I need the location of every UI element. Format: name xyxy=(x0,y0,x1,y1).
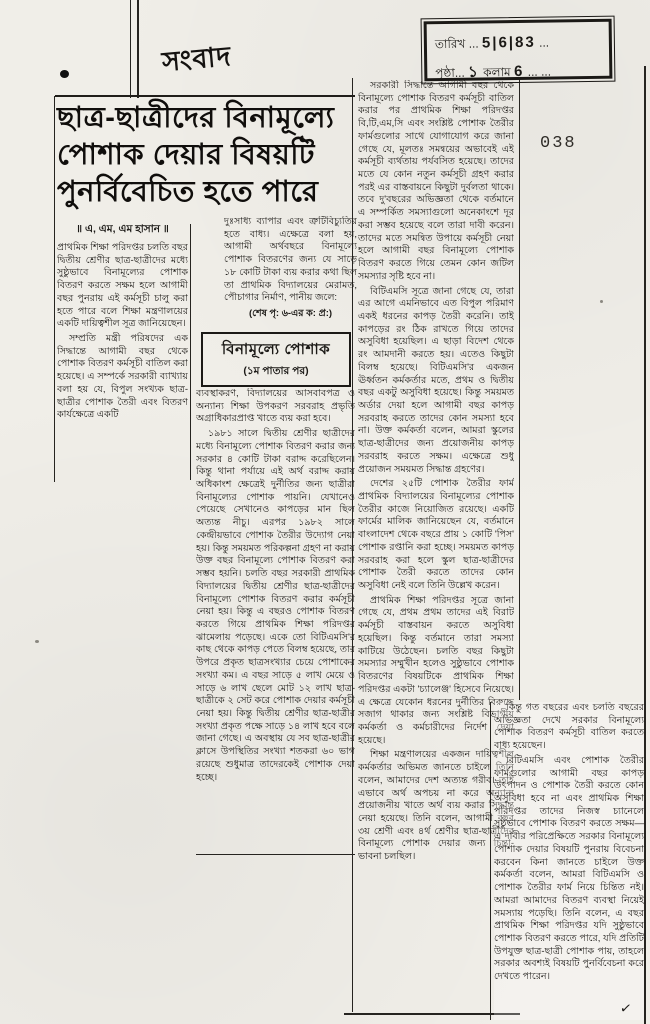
page-trail-dots: ... ... xyxy=(527,64,552,79)
article-column-left xyxy=(57,222,188,480)
paragraph: দুঃসাধ্য ব্যাপার এবং ত্রুটিবিচ্যুতির হতে বাধ্য। এক্ষেত্রে বলা হয়, আগামী অর্থবছরে বিনামূল্যে পোশাক বিতরণের জন্য যে সাড়ে ১৮ কোটি টাকা ব্যয় করার কথা ছিল তা প্রাথমিক বিদ্যালয়ের মেরামত, পৌচাগার নির্মাণ, পানীয় জলে: xyxy=(224,216,357,304)
page-value-handwritten: ১ xyxy=(467,63,480,81)
scan-speck xyxy=(600,300,603,303)
continuation-title: বিনামূল্যে পোশাক xyxy=(221,341,331,358)
mid-column-end-rule xyxy=(196,854,355,855)
paragraph: ১৯৮১ সালে দ্বিতীয় শ্রেণীর ছাত্রীদের মধ্যে বিনামূল্যে পোশাক বিতরণ করার জন্য সরকার ৪ কোটি টাকা বরাদ্দ করেছিলেন। কিন্তু থানা পর্যায়ে এই অর্থ বরাদ্দ করায় অধিকাংশ ক্ষেত্রেই দুর্নীতির জন্য ছাত্রীরা বিনামূল্যের পোশাক পায়নি। যেখানেও পেয়েছে সেখানেও কাপড়ের মান ছিল অত্যন্ত নীচু। এরপর ১৯৮২ সালে কেন্দ্রীয়ভাবে পোশাক তৈরীর উদ্যোগ নেয়া হয়। কিন্তু সময়মত পরিকল্পনা গ্রহণ না করায় উক্ত বছর বিনামূল্যে পোশাক বিতরণ করা সম্ভব হয়নি। চলতি বছর সরকারী প্রাথমিক বিদ্যালয়ের দ্বিতীয় শ্রেণীর ছাত্র-ছাত্রীদের বিনামূল্যে পোশাক বিতরণ করার কর্মসূচী নেয়া হয়। কিন্তু এ বছরও পোশাক বিতরণ করতে গিয়ে প্রাথমিক শিক্ষা পরিদপ্তর ঝামেলায় পড়েছে। একে তো বিটিএমসি'র কাছ থেকে কাপড় পেতে বিলম্ব হয়েছে, তার উপরে প্রকৃত ছাত্রসংখ্যার চেয়ে পোশাকের সংখ্যা কম। এ বছর সাড়ে ৫ লাখ মেয়ে ও সাড়ে ৬ লাখ ছেলে মোট ১২ লাখ ছাত্র-ছাত্রীকে ২ সেট করে পোশাক দেয়ার কর্মসূচী নেয়া হয়। কিন্তু দ্বিতীয় শ্রেণীর ছাত্র-ছাত্রীর সংখ্যা প্রকৃত পক্ষে সাড়ে ১৪ লাখ হবে বলে জানা গেছে। এ অবস্থায় যে সব ছাত্র-ছাত্রীর ক্লাসে উপস্থিতির সংখ্যা শতকরা ৬০ ভাগ রয়েছে শুধুমাত্র তাদেরকেই পোশাক দেয়া হচ্ছে। xyxy=(196,428,355,783)
article-column-right xyxy=(494,702,644,1020)
fold-line-left-2 xyxy=(137,0,139,98)
clipping-edge-right xyxy=(644,66,646,1024)
archive-number-stamp: 038 xyxy=(540,134,577,153)
paragraph: প্রাথমিক শিক্ষা পরিদপ্তর সূত্রে জানা গেছে যে, প্রথম প্রথম তাদের এই বিরাট কর্মসূচী বাস্তবায়ন করতে অসুবিধা হয়েছিল। কিন্তু বর্তমানে তারা সমস্যা কাটিয়ে উঠেছেন। চলতি বছর কিছুটা সমস্যার সম্মুখীন হলেও সুষ্ঠুভাবে পোশাক বিতরণের বিষয়টিকে প্রাথমিক শিক্ষা পরিদপ্তর একটা 'চ্যালেঞ্জ' হিসেবে নিয়েছে। এ ক্ষেত্রে যেকোন ধরনের দুর্নীতির বিরুদ্ধে সজাগ থাকার জন্য সংশ্লিষ্ট বিভাগীয় কর্মকর্তা ও কর্মচারীদের নির্দেশ দেয়া হয়েছে। xyxy=(358,594,514,746)
article-column-mid xyxy=(196,388,355,852)
page-label: পৃষ্ঠা... xyxy=(435,65,465,80)
scan-speck xyxy=(35,640,39,643)
paragraph: প্রাথমিক শিক্ষা পরিদপ্তর চলতি বছর দ্বিতীয় শ্রেণীর ছাত্র-ছাত্রীদের মধ্যে সুষ্ঠুভাবে বিনামূল্যের পোশাক বিতরণ করতে সক্ষম হলে আগামী বছর পুনরায় এই কর্মসূচী চালু করা হতে পারে বলে শিক্ষা মন্ত্রণালয়ের একটি দায়িত্বশীল সূত্র জানিয়েছেন। xyxy=(57,242,188,330)
jump-line: (শেষ পৃ: ৬-এর ক: প্র:) xyxy=(248,308,333,320)
paragraph: ব্যবস্থাকরণ, বিদ্যালয়ের আসবাবপত্র ও অন্যান্য শিক্ষা উপকরণ সরবরাহ প্রভৃতি অগ্রাধিকারপ্রাপ্ত খাতে ব্যয় করা হবে। xyxy=(196,388,355,425)
paragraph: বিটিএমসি সূত্রে জানা গেছে যে, তারা এর আগে এমনিভাবে এত বিপুল পরিমাণ একই ধরনের কাপড় তৈরী করেনি। তাই কাপড়ের রং ঠিক রাখতে গিয়ে তাদের অসুবিধা হয়েছিল। এ ছাড়া বিদেশ থেকে রং আমদানী করতে হয়। এতেও কিছুটা বিলম্ব হয়েছে। বিটিএমসি'র একজন ঊর্ধ্বতন কর্মকর্তার মতে, প্রথম ও দ্বিতীয় বছর একটু অসুবিধা হয়েছে। কিন্তু সময়মত অর্ডার দেয়া হলে আগামী বছর কাপড় সরবরাহ করতে তাদের কোন সমস্যা হবে না। উক্ত কর্মকর্তা বলেন, আমরা স্কুলের ছাত্র-ছাত্রীদের জন্য প্রয়োজনীয় কাপড় সরবরাহ করতে সক্ষম। এক্ষেত্রে শুধু প্রয়োজন সময়মত সিদ্ধান্ত গ্রহণের। xyxy=(358,285,514,475)
ink-dot xyxy=(60,70,69,78)
paragraph: বিটিএমসি এবং পোশাক তৈরীর ফার্মগুলোর আগামী বছর কাপড় উৎপাদন ও পোশাক তৈরী করতে কোন অসুবিধা হবে না এবং প্রাথমিক শিক্ষা পরিদপ্তর তাদের নিজস্ব চ্যানেলে সুষ্ঠুভাবে পোশাক বিতরণ করতে সক্ষম—এ দাবীর পরিপ্রেক্ষিতে সরকার বিনামূল্যে পোশাক দেয়ার বিষয়টি পুনরায় বিবেচনা করবেন কিনা জানতে চাইলে উক্ত কর্মকর্তা বলেন, আমরা বিটিএমসি ও পোশাক তৈরীর ফার্ম নিয়ে চিন্তিত নই। আমরা আমাদের বিতরণ ব্যবস্থা নিয়েই সমস্যায় পড়েছি। তিনি বলেন, এ বছর প্রাথমিক শিক্ষা পরিদপ্তর যদি সুষ্ঠুভাবে পোশাক বিতরণ করতে পারে, যদি প্রতিটি উপযুক্ত ছাত্র-ছাত্রী পোশাক পায়, তাহলে সরকার অবশ্যই বিষয়টি পুনর্বিবেচনা করে দেখতে পারেন। xyxy=(494,754,644,983)
paragraph: দেশের ২৫টি পোশাক তৈরীর ফার্ম প্রাথমিক বিদ্যালয়ের বিনামূল্যের পোশাক তৈরীর কাজে নিয়োজিত রয়েছে। একটি ফার্মের মালিক জানিয়েছেন যে, বর্তমানে বাংলাদেশ থেকে বছরে প্রায় ১ কোটি 'পিস' পোশাক রপ্তানি করা হচ্ছে। সময়মত কাপড় সরবরাহ করা হলে স্কুল ছাত্র-ছাত্রীদের পোশাক তৈরী করতে তাদের কোন অসুবিধা নেই বলে তিনি উল্লেখ করেন। xyxy=(358,478,514,592)
article-column-third xyxy=(358,80,514,1012)
date-label: তারিখ ... xyxy=(434,36,479,52)
paragraph: সম্প্রতি মন্ত্রী পরিষদের এক সিদ্ধান্তে আগামী বছর থেকে পোশাক বিতরণ কর্মসূচী বাতিল করা হয়েছে। এ সম্পর্কে সরকারী ব্যাখ্যায় বলা হয় যে, বিপুল সংখ্যক ছাত্র-ছাত্রীর পোশাক তৈরী এবং বিতরণ কার্যক্ষেত্রে একটি xyxy=(57,333,188,421)
date-stamp-box xyxy=(424,19,613,82)
date-row xyxy=(435,28,601,59)
clipping-edge-left xyxy=(54,96,55,482)
column-rule-3 xyxy=(519,78,520,700)
column-value-handwritten: 6 xyxy=(513,62,525,80)
column-rule-1 xyxy=(190,224,191,480)
byline: ॥ এ, এম, এম হাসান ॥ xyxy=(76,223,169,235)
date-value-handwritten: 5|6|83 xyxy=(481,33,536,52)
headline: ছাত্র-ছাত্রীদের বিনামূল্যে পোশাক দেয়ার বিষয়টি পুনর্বিবেচিত হতে পারে xyxy=(57,102,335,209)
paragraph: সরকারী সিদ্ধান্তে আগামী বছর থেকে বিনামূল্যে পোশাক বিতরণ কর্মসূচী বাতিল করার পর প্রাথমিক শিক্ষা পরিদপ্তর বি,টি,এম,সি এবং সংশ্লিষ্ট পোশাক তৈরীর ফার্মগুলোর সাথে যোগাযোগ করে জানা গেছে যে, মূলতঃ সমন্বয়ের অভাবেই এই কর্মসূচী ব্যর্থতায় পর্যবসিত হয়েছে। তাদের মতে যে কোন নতুন কর্মসূচী গ্রহণ করার পরই এর বাস্তবায়নে কিছুটা দুর্বলতা থাকে। তবে দু'বছরের অভিজ্ঞতা থেকে বর্তমানে এ সম্পর্কিত সমস্যাগুলো অনেকাংশে দূর করা সম্ভব হয়েছে বলে তারা দাবী করেন। তাদের মতে সমন্বিত উপায়ে কর্মসূচী নেয়া হলে আগামী বছর বিনামূল্যে পোশাক বিতরণ করতে গিয়ে তেমন কোন জটিল সমস্যার সৃষ্টি হবে না। xyxy=(358,80,514,282)
publication-name-handwritten: সংবাদ xyxy=(160,41,233,78)
handwritten-check-mark: ✓ xyxy=(619,999,633,1017)
paragraph: কিন্তু গত বছরের এবং চলতি বছরের অভিজ্ঞতা দেখে সরকার বিনামূল্যে পোশাক বিতরণ কর্মসূচী বাতিল করতে বাধ্য হয়েছেন। xyxy=(494,702,644,752)
fold-line-left-1 xyxy=(130,0,131,98)
date-trail-dots: ... xyxy=(538,35,550,50)
paragraph: শিক্ষা মন্ত্রণালয়ের একজন দায়িত্বশীল কর্মকর্তার অভিমত জানতে চাইলে তিনি বলেন, আমাদের দেশ অত্যন্ত গরীব। তাই এভাবে অর্থ অপচয় না করে অন্যান্য প্রয়োজনীয় খাতে অর্থ ব্যয় করার সিদ্ধান্ত নেয়া হয়েছে। তিনি বলেন, আগামী বছর ৩য় শ্রেণী এবং ৪র্থ শ্রেণীর ছাত্র-ছাত্রীদের বিনামূল্যে পোশাক দেয়ার জন্য চিন্তা-ভাবনা চলছিল। xyxy=(358,749,514,863)
column-label: কলাম xyxy=(483,64,511,79)
continuation-head-box xyxy=(201,332,351,387)
headline-top-rule xyxy=(55,95,355,97)
continuation-subtitle: (১ম পাতার পর) xyxy=(243,365,309,377)
article-column-mid-top xyxy=(224,216,357,326)
